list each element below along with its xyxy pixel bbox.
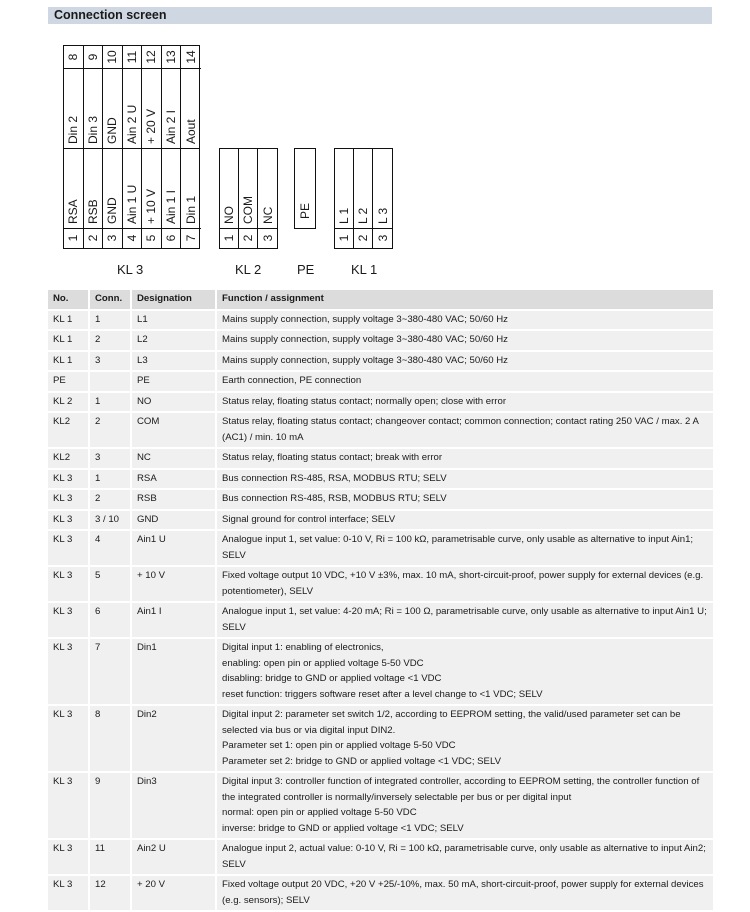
kl3-lower-terminal xyxy=(103,149,123,248)
table-row xyxy=(48,511,713,530)
table-row xyxy=(48,490,713,509)
table-row xyxy=(48,449,713,468)
cell-conn xyxy=(88,372,130,391)
cell-no: KL 3 xyxy=(48,490,88,509)
cell-designation: RSA xyxy=(130,470,215,489)
cell-function: Status relay, floating status contact; changeover contact; common connection; contact rating 250 VAC / max. 2 A (AC1) / min. 10 mA xyxy=(215,413,713,447)
cell-designation: NC xyxy=(130,449,215,468)
kl3-upper-terminal xyxy=(84,46,104,148)
cell-no: KL 3 xyxy=(48,840,88,874)
col-header-no: No. xyxy=(48,290,88,309)
kl3-upper-terminal xyxy=(181,46,201,148)
cell-no: KL 1 xyxy=(48,352,88,371)
cell-no: KL 3 xyxy=(48,706,88,771)
kl3-lower-terminal-number: 1 xyxy=(66,234,81,242)
cell-function: Digital input 3: controller function of integrated controller, according to EEPROM setting, the controller function of the integrated controller is normally/inversely selectable per bus or per digital input normal: open pin or applied voltage 5-50 VDC inverse: bridge to GND or applied voltage <1 VDC; SELV xyxy=(215,773,713,838)
pe-terminal-name: PE xyxy=(298,202,312,219)
kl2-terminal-name: COM xyxy=(241,196,255,224)
kl3-upper-terminal-name: GND xyxy=(105,117,120,144)
pe-terminal-block xyxy=(294,148,316,229)
cell-conn: 3 xyxy=(88,352,130,371)
kl3-lower-terminal-name: Din 1 xyxy=(183,195,198,224)
kl1-terminal-number: 3 xyxy=(375,234,390,242)
col-header-function: Function / assignment xyxy=(215,290,713,309)
kl3-upper-terminal xyxy=(142,46,162,148)
kl3-lower-terminal-name: Ain 1 I xyxy=(163,189,178,224)
kl3-lower-terminal xyxy=(181,149,201,248)
cell-conn: 5 xyxy=(88,567,130,601)
table-row xyxy=(48,603,713,637)
cell-no: KL 3 xyxy=(48,567,88,601)
cell-no: KL 3 xyxy=(48,470,88,489)
table-row xyxy=(48,876,713,910)
cell-no: KL 3 xyxy=(48,603,88,637)
kl3-lower-terminal-name: RSA xyxy=(66,199,81,224)
cell-no: KL 3 xyxy=(48,531,88,565)
cell-conn: 2 xyxy=(88,490,130,509)
table-row xyxy=(48,352,713,371)
cell-designation: PE xyxy=(130,372,215,391)
cell-designation: RSB xyxy=(130,490,215,509)
cell-function: Mains supply connection, supply voltage 3~380-480 VAC; 50/60 Hz xyxy=(215,331,713,350)
kl2-terminal-block xyxy=(219,148,278,249)
cell-designation: Ain2 U xyxy=(130,840,215,874)
kl2-terminal-name: NO xyxy=(222,206,236,224)
kl3-lower-terminal-number: 2 xyxy=(85,234,100,242)
table-row xyxy=(48,531,713,565)
kl3-lower-terminal xyxy=(84,149,104,248)
cell-function: Mains supply connection, supply voltage 3~380-480 VAC; 50/60 Hz xyxy=(215,352,713,371)
cell-designation: + 20 V xyxy=(130,876,215,910)
section-title: Connection screen xyxy=(54,8,167,22)
kl1-terminal xyxy=(335,149,354,248)
cell-function: Status relay, floating status contact; break with error xyxy=(215,449,713,468)
cell-conn: 1 xyxy=(88,311,130,330)
cell-conn: 12 xyxy=(88,876,130,910)
cell-function: Analogue input 1, set value: 4-20 mA; Ri = 100 Ω, parametrisable curve, only usable as alternative to input Ain1 U; SELV xyxy=(215,603,713,637)
pe-label: PE xyxy=(297,262,315,277)
cell-conn: 8 xyxy=(88,706,130,771)
kl3-upper-terminal xyxy=(103,46,123,148)
cell-function: Signal ground for control interface; SELV xyxy=(215,511,713,530)
kl2-label: KL 2 xyxy=(235,262,262,277)
col-header-conn: Conn. xyxy=(88,290,130,309)
cell-designation: COM xyxy=(130,413,215,447)
cell-no: KL 2 xyxy=(48,393,88,412)
cell-designation: L2 xyxy=(130,331,215,350)
cell-conn: 3 / 10 xyxy=(88,511,130,530)
cell-conn: 1 xyxy=(88,393,130,412)
kl3-lower-terminal-number: 7 xyxy=(183,234,198,242)
kl3-lower-terminal-name: GND xyxy=(105,197,120,224)
table-row xyxy=(48,393,713,412)
kl3-upper-terminal-number: 11 xyxy=(124,50,139,64)
kl3-upper-terminal-number: 9 xyxy=(85,53,100,61)
kl3-lower-terminal xyxy=(162,149,182,248)
kl1-terminal-number: 2 xyxy=(356,234,370,242)
kl1-terminal-number: 1 xyxy=(337,234,351,242)
kl1-terminal xyxy=(354,149,373,248)
cell-conn: 11 xyxy=(88,840,130,874)
kl3-lower-terminal xyxy=(64,149,84,248)
kl3-lower-terminal-name: Ain 1 U xyxy=(124,184,139,224)
cell-no: PE xyxy=(48,372,88,391)
cell-no: KL2 xyxy=(48,413,88,447)
kl3-upper-terminal xyxy=(64,46,84,148)
kl3-upper-terminal-name: Din 2 xyxy=(66,115,81,144)
cell-no: KL 3 xyxy=(48,876,88,910)
cell-designation: + 10 V xyxy=(130,567,215,601)
cell-function: Digital input 2: parameter set switch 1/2, according to EEPROM setting, the valid/used parameter set can be selected via bus or via digital input DIN2. Parameter set 1: open pin or applied voltage 5-50 VDC Parameter set 2: bridge to GND or applied voltage <1 VDC; SELV xyxy=(215,706,713,771)
cell-function: Digital input 1: enabling of electronics, enabling: open pin or applied voltage 5-50 VDC disabling: bridge to GND or applied voltage <1 VDC reset function: triggers software reset after a level change to <1 VDC; SELV xyxy=(215,639,713,704)
kl2-terminal-number: 2 xyxy=(241,234,255,242)
kl3-label: KL 3 xyxy=(117,262,144,277)
cell-function: Fixed voltage output 10 VDC, +10 V ±3%, max. 10 mA, short-circuit-proof, power supply for external devices (e.g. potentiometer), SELV xyxy=(215,567,713,601)
kl1-terminal-block xyxy=(334,148,393,249)
table-row xyxy=(48,773,713,838)
kl3-upper-terminal-number: 12 xyxy=(144,50,159,64)
table-row xyxy=(48,311,713,330)
cell-no: KL 1 xyxy=(48,311,88,330)
table-row xyxy=(48,840,713,874)
cell-conn: 9 xyxy=(88,773,130,838)
cell-conn: 2 xyxy=(88,413,130,447)
col-header-designation: Designation xyxy=(130,290,215,309)
cell-no: KL 3 xyxy=(48,639,88,704)
kl2-terminal-number: 3 xyxy=(260,234,275,242)
kl3-upper-terminal-number: 10 xyxy=(105,50,120,64)
kl3-upper-terminal xyxy=(162,46,182,148)
cell-designation: Din2 xyxy=(130,706,215,771)
cell-function: Mains supply connection, supply voltage 3~380-480 VAC; 50/60 Hz xyxy=(215,311,713,330)
cell-function: Analogue input 2, actual value: 0-10 V, Ri = 100 kΩ, parametrisable curve, only usable as alternative to input Ain2; SELV xyxy=(215,840,713,874)
kl2-terminal xyxy=(258,149,277,248)
cell-function: Status relay, floating status contact; normally open; close with error xyxy=(215,393,713,412)
connection-table xyxy=(48,288,713,912)
kl3-upper-terminal-block xyxy=(63,45,200,149)
table-row xyxy=(48,639,713,704)
cell-function: Bus connection RS-485, RSB, MODBUS RTU; SELV xyxy=(215,490,713,509)
kl2-terminal xyxy=(220,149,239,248)
cell-function: Bus connection RS-485, RSA, MODBUS RTU; SELV xyxy=(215,470,713,489)
cell-no: KL 3 xyxy=(48,773,88,838)
table-row xyxy=(48,331,713,350)
table-row xyxy=(48,470,713,489)
kl2-terminal-number: 1 xyxy=(222,234,236,242)
cell-designation: Din3 xyxy=(130,773,215,838)
cell-conn: 7 xyxy=(88,639,130,704)
kl3-lower-terminal-number: 6 xyxy=(163,234,178,242)
cell-designation: Ain1 U xyxy=(130,531,215,565)
kl3-upper-terminal-name: Ain 2 I xyxy=(163,109,178,144)
cell-function: Analogue input 1, set value: 0-10 V, Ri = 100 kΩ, parametrisable curve, only usable as alternative to input Ain1; SELV xyxy=(215,531,713,565)
kl1-terminal-name: L 1 xyxy=(337,207,351,224)
kl3-lower-terminal-number: 4 xyxy=(124,234,139,242)
kl3-upper-terminal-name: Din 3 xyxy=(85,115,100,144)
kl1-terminal xyxy=(373,149,392,248)
cell-no: KL2 xyxy=(48,449,88,468)
kl3-lower-terminal-number: 3 xyxy=(105,234,120,242)
cell-conn: 3 xyxy=(88,449,130,468)
kl3-upper-terminal-number: 13 xyxy=(163,50,178,64)
cell-no: KL 1 xyxy=(48,331,88,350)
table-row xyxy=(48,706,713,771)
kl3-upper-terminal xyxy=(123,46,143,148)
kl3-lower-terminal xyxy=(142,149,162,248)
cell-conn: 6 xyxy=(88,603,130,637)
kl1-terminal-name: L 3 xyxy=(375,207,390,224)
kl3-upper-terminal-number: 14 xyxy=(183,50,198,64)
cell-designation: GND xyxy=(130,511,215,530)
section-header xyxy=(48,7,712,24)
cell-designation: L1 xyxy=(130,311,215,330)
kl3-upper-terminal-name: Aout xyxy=(183,119,198,144)
cell-conn: 1 xyxy=(88,470,130,489)
kl1-terminal-name: L 2 xyxy=(356,207,370,224)
cell-designation: NO xyxy=(130,393,215,412)
kl3-lower-terminal-block xyxy=(63,148,200,249)
table-row xyxy=(48,567,713,601)
kl3-lower-terminal-name: RSB xyxy=(85,199,100,224)
cell-designation: L3 xyxy=(130,352,215,371)
kl1-label: KL 1 xyxy=(351,262,378,277)
kl3-upper-terminal-name: Ain 2 U xyxy=(124,104,139,144)
cell-no: KL 3 xyxy=(48,511,88,530)
kl2-terminal xyxy=(239,149,258,248)
cell-function: Fixed voltage output 20 VDC, +20 V +25/-10%, max. 50 mA, short-circuit-proof, power supply for external devices (e.g. sensors); SELV xyxy=(215,876,713,910)
kl3-lower-terminal-name: + 10 V xyxy=(144,188,159,224)
table-header-row xyxy=(48,290,713,309)
cell-conn: 2 xyxy=(88,331,130,350)
kl3-lower-terminal-number: 5 xyxy=(144,234,159,242)
cell-function: Earth connection, PE connection xyxy=(215,372,713,391)
cell-conn: 4 xyxy=(88,531,130,565)
table-row xyxy=(48,413,713,447)
cell-designation: Ain1 I xyxy=(130,603,215,637)
kl3-upper-terminal-name: + 20 V xyxy=(144,108,159,144)
cell-designation: Din1 xyxy=(130,639,215,704)
kl2-terminal-name: NC xyxy=(260,206,275,224)
kl3-upper-terminal-number: 8 xyxy=(66,53,81,61)
kl3-lower-terminal xyxy=(123,149,143,248)
table-row xyxy=(48,372,713,391)
